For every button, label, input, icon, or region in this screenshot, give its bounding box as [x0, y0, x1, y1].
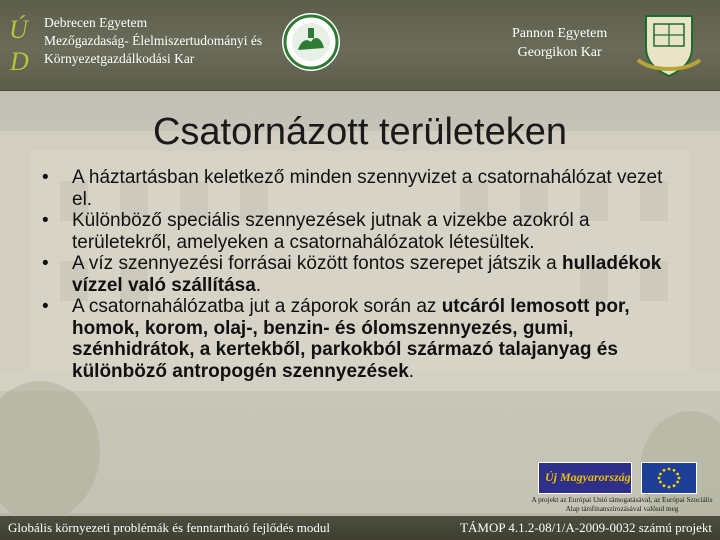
- bullet-item: [40, 296, 680, 382]
- bullet-item: [40, 167, 680, 210]
- footer-band: [0, 516, 720, 540]
- left-university-line: Környezetgazdálkodási Kar: [44, 51, 195, 66]
- bullet-item: [40, 210, 680, 253]
- bullet-emphasis-text: utcáról lemosott por, homok, korom, olaj-, benzin- és ólomszennyezés, gumi, szénhidrátok, a kertekből, parkokból származó talajanyag és különböző antropogén szennyezések: [72, 296, 630, 382]
- bullet-item: [40, 253, 680, 296]
- slide-title: Csatornázott területeken: [152, 111, 567, 153]
- bullet-text: .: [255, 274, 262, 296]
- right-university-line: Pannon Egyetem: [512, 26, 608, 41]
- bullet-text: A csatornahálózatba jut a záporok során az: [72, 296, 442, 317]
- left-university-line: Mezőgazdaság- Élelmiszertudományi és: [44, 33, 263, 48]
- program-logo: [538, 462, 632, 494]
- bullet-list: [40, 167, 680, 382]
- right-university-line: Georgikon Kar: [517, 45, 602, 60]
- header-band: [0, 0, 720, 91]
- faculty-crest-icon: [634, 10, 704, 80]
- svg-text:D: D: [10, 47, 29, 76]
- eu-flag-icon: [641, 462, 697, 494]
- right-university-name: [512, 24, 607, 62]
- faculty-seal-icon: [281, 12, 341, 72]
- footer-project-id: TÁMOP 4.1.2-08/1/A-2009-0032 számú projekt: [460, 520, 712, 535]
- program-logo-text: Új Magyarország: [545, 470, 631, 484]
- bullet-emphasis-text: hulladékok vízzel való szállítása: [72, 253, 662, 296]
- university-monogram-logo-icon: [6, 8, 36, 76]
- bullet-text: .: [408, 360, 415, 382]
- bullet-text: A háztartásban keletkező minden szennyvizet a csatornahálózat vezet el.: [72, 167, 663, 210]
- bullet-text: Különböző speciális szennyezések jutnak a vizekbe azokról a területekről, amelyeken a csatornahálózatok létesültek.: [72, 210, 590, 253]
- left-university-name: [44, 14, 262, 68]
- svg-text:Ú: Ú: [9, 15, 28, 44]
- left-university-line: Debrecen Egyetem: [44, 15, 148, 30]
- bullet-text: A víz szennyezési forrásai között fontos szerepet játszik a: [72, 253, 563, 274]
- footer-module-title: Globális környezeti problémák és fenntartható fejlődés modul: [8, 520, 331, 535]
- eu-funding-note: A projekt az Európai Unió támogatásával, az Európai Szociális Alap társfinanszírozásával valósul meg: [531, 496, 713, 513]
